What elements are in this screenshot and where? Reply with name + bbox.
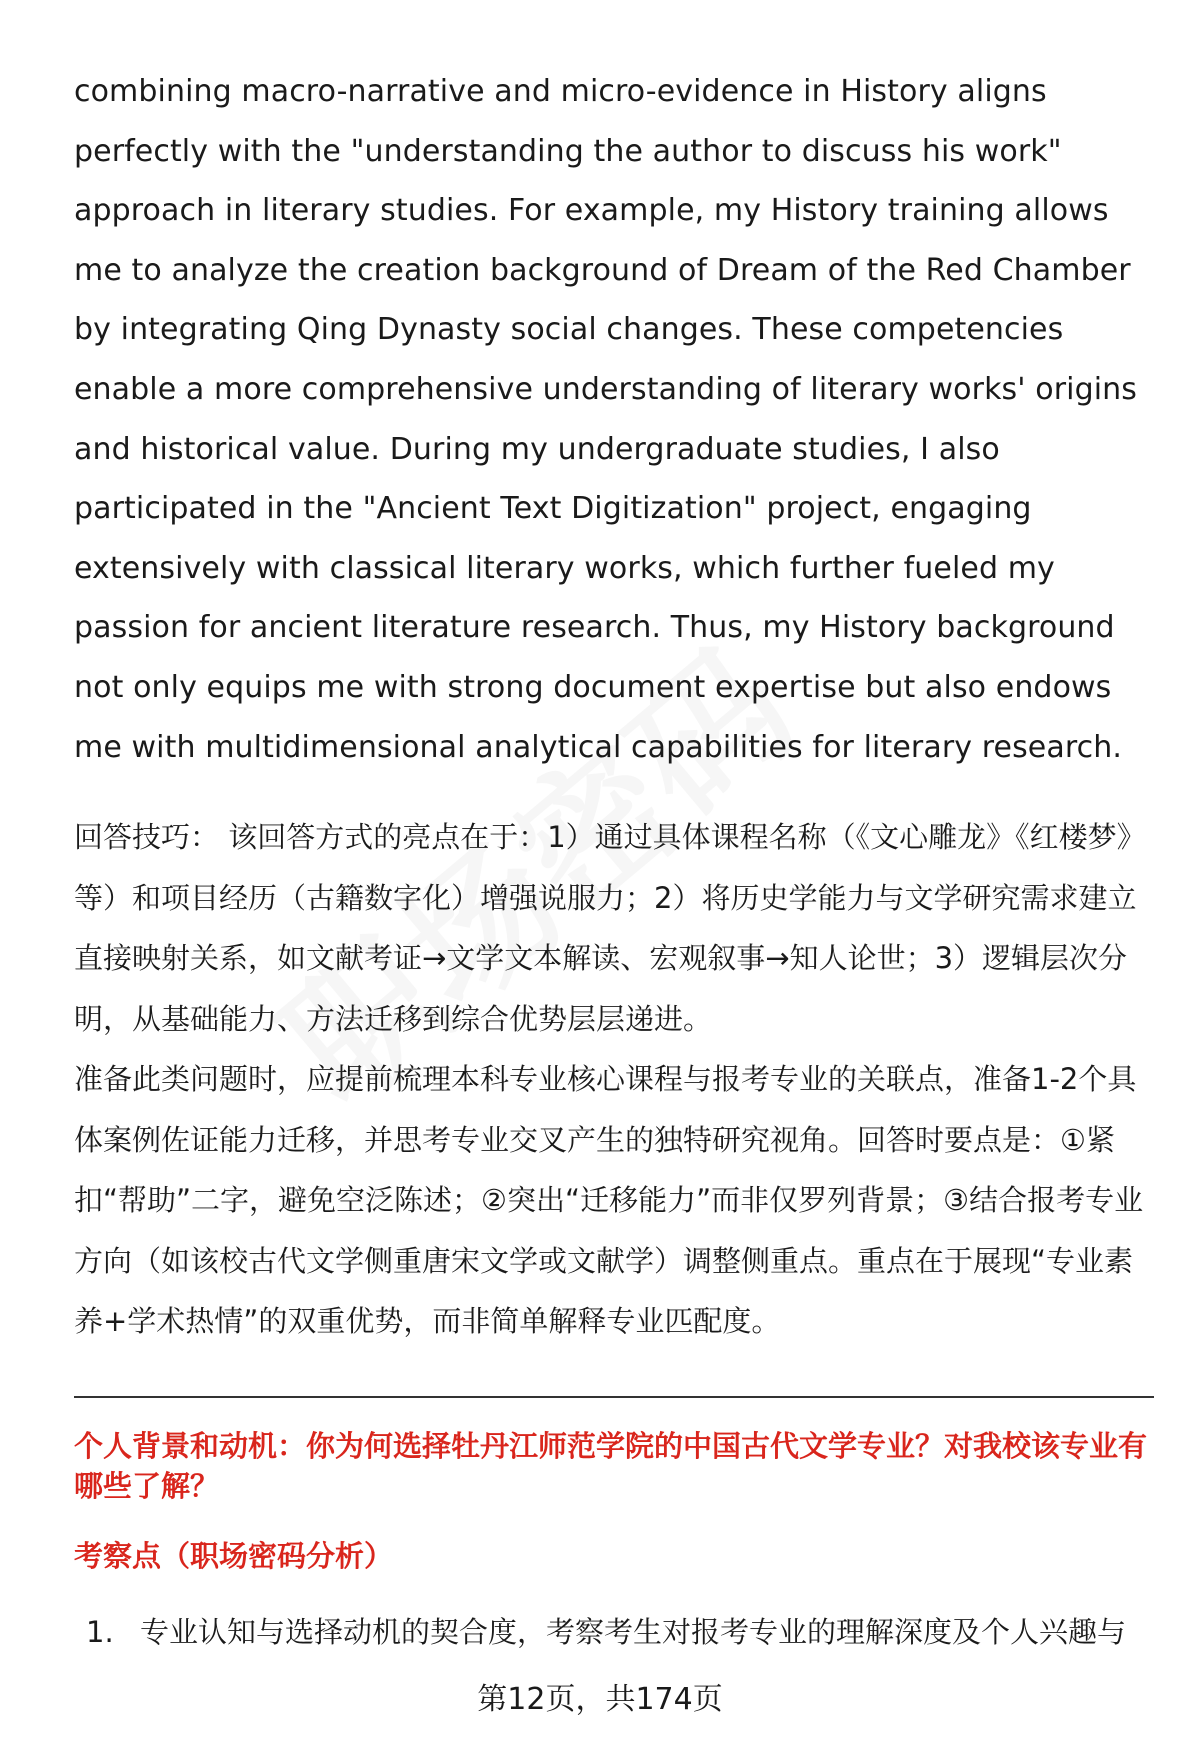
document-page — [74, 62, 1154, 1652]
prep-paragraph: 准备此类问题时，应提前梳理本科专业核心课程与报考专业的关联点，准备1-2个具体案例佐证能力迁移，并思考专业交叉产生的独特研究视角。回答时要点是：①紧扣“帮助”二字，避免空泛陈述；②突出“迁移能力”而非仅罗列背景；③结合报考专业方向（如该校古代文学侧重唐宋文学或文献学）调整侧重点。重点在于展现“专业素养+学术热情”的双重优势，而非简单解释专业匹配度。 — [74, 1062, 1144, 1339]
numbered-list — [74, 1612, 1154, 1652]
tips-paragraph: 回答技巧： 该回答方式的亮点在于：1）通过具体课程名称（《文心雕龙》《红楼梦》等）和项目经历（古籍数字化）增强说服力；2）将历史学能力与文学研究需求建立直接映射关系，如文献考证→文学文本解读、宏观叙事→知人论世；3）逻辑层次分明，从基础能力、方法迁移到综合优势层层递进。 — [74, 820, 1146, 1036]
list-item-text: 专业认知与选择动机的契合度，考察考生对报考专业的理解深度及个人兴趣与 — [140, 1614, 1127, 1649]
page-footer: 第12页，共174页 — [477, 1682, 723, 1717]
question-heading: 个人背景和动机：你为何选择牡丹江师范学院的中国古代文学专业？对我校该专业有哪些了解？ — [74, 1428, 1148, 1503]
english-paragraph: combining macro-narrative and micro-evidence in History aligns perfectly with the "understanding the author to discuss his work" approach in literary studies. For example, my History training allows me to analyze the creation background of Dream of the Red Chamber by integrating Qing Dynasty social changes. These competencies enable a more comprehensive understanding of literary works' origins and historical value. During my undergraduate studies, I also participated in the "Ancient Text Digitization" project, engaging extensively with classical literary works, which further fueled my passion for ancient literature research. Thus, my History background not only equips me with strong document expertise but also endows me with multidimensional analytical capabilities for literary research. — [74, 74, 1137, 765]
list-item — [74, 1612, 1154, 1652]
list-item-number: 1. — [86, 1614, 114, 1649]
tips-block — [74, 807, 1154, 1352]
section-heading: 考察点（职场密码分析） — [74, 1538, 394, 1573]
section-divider — [74, 1396, 1154, 1398]
